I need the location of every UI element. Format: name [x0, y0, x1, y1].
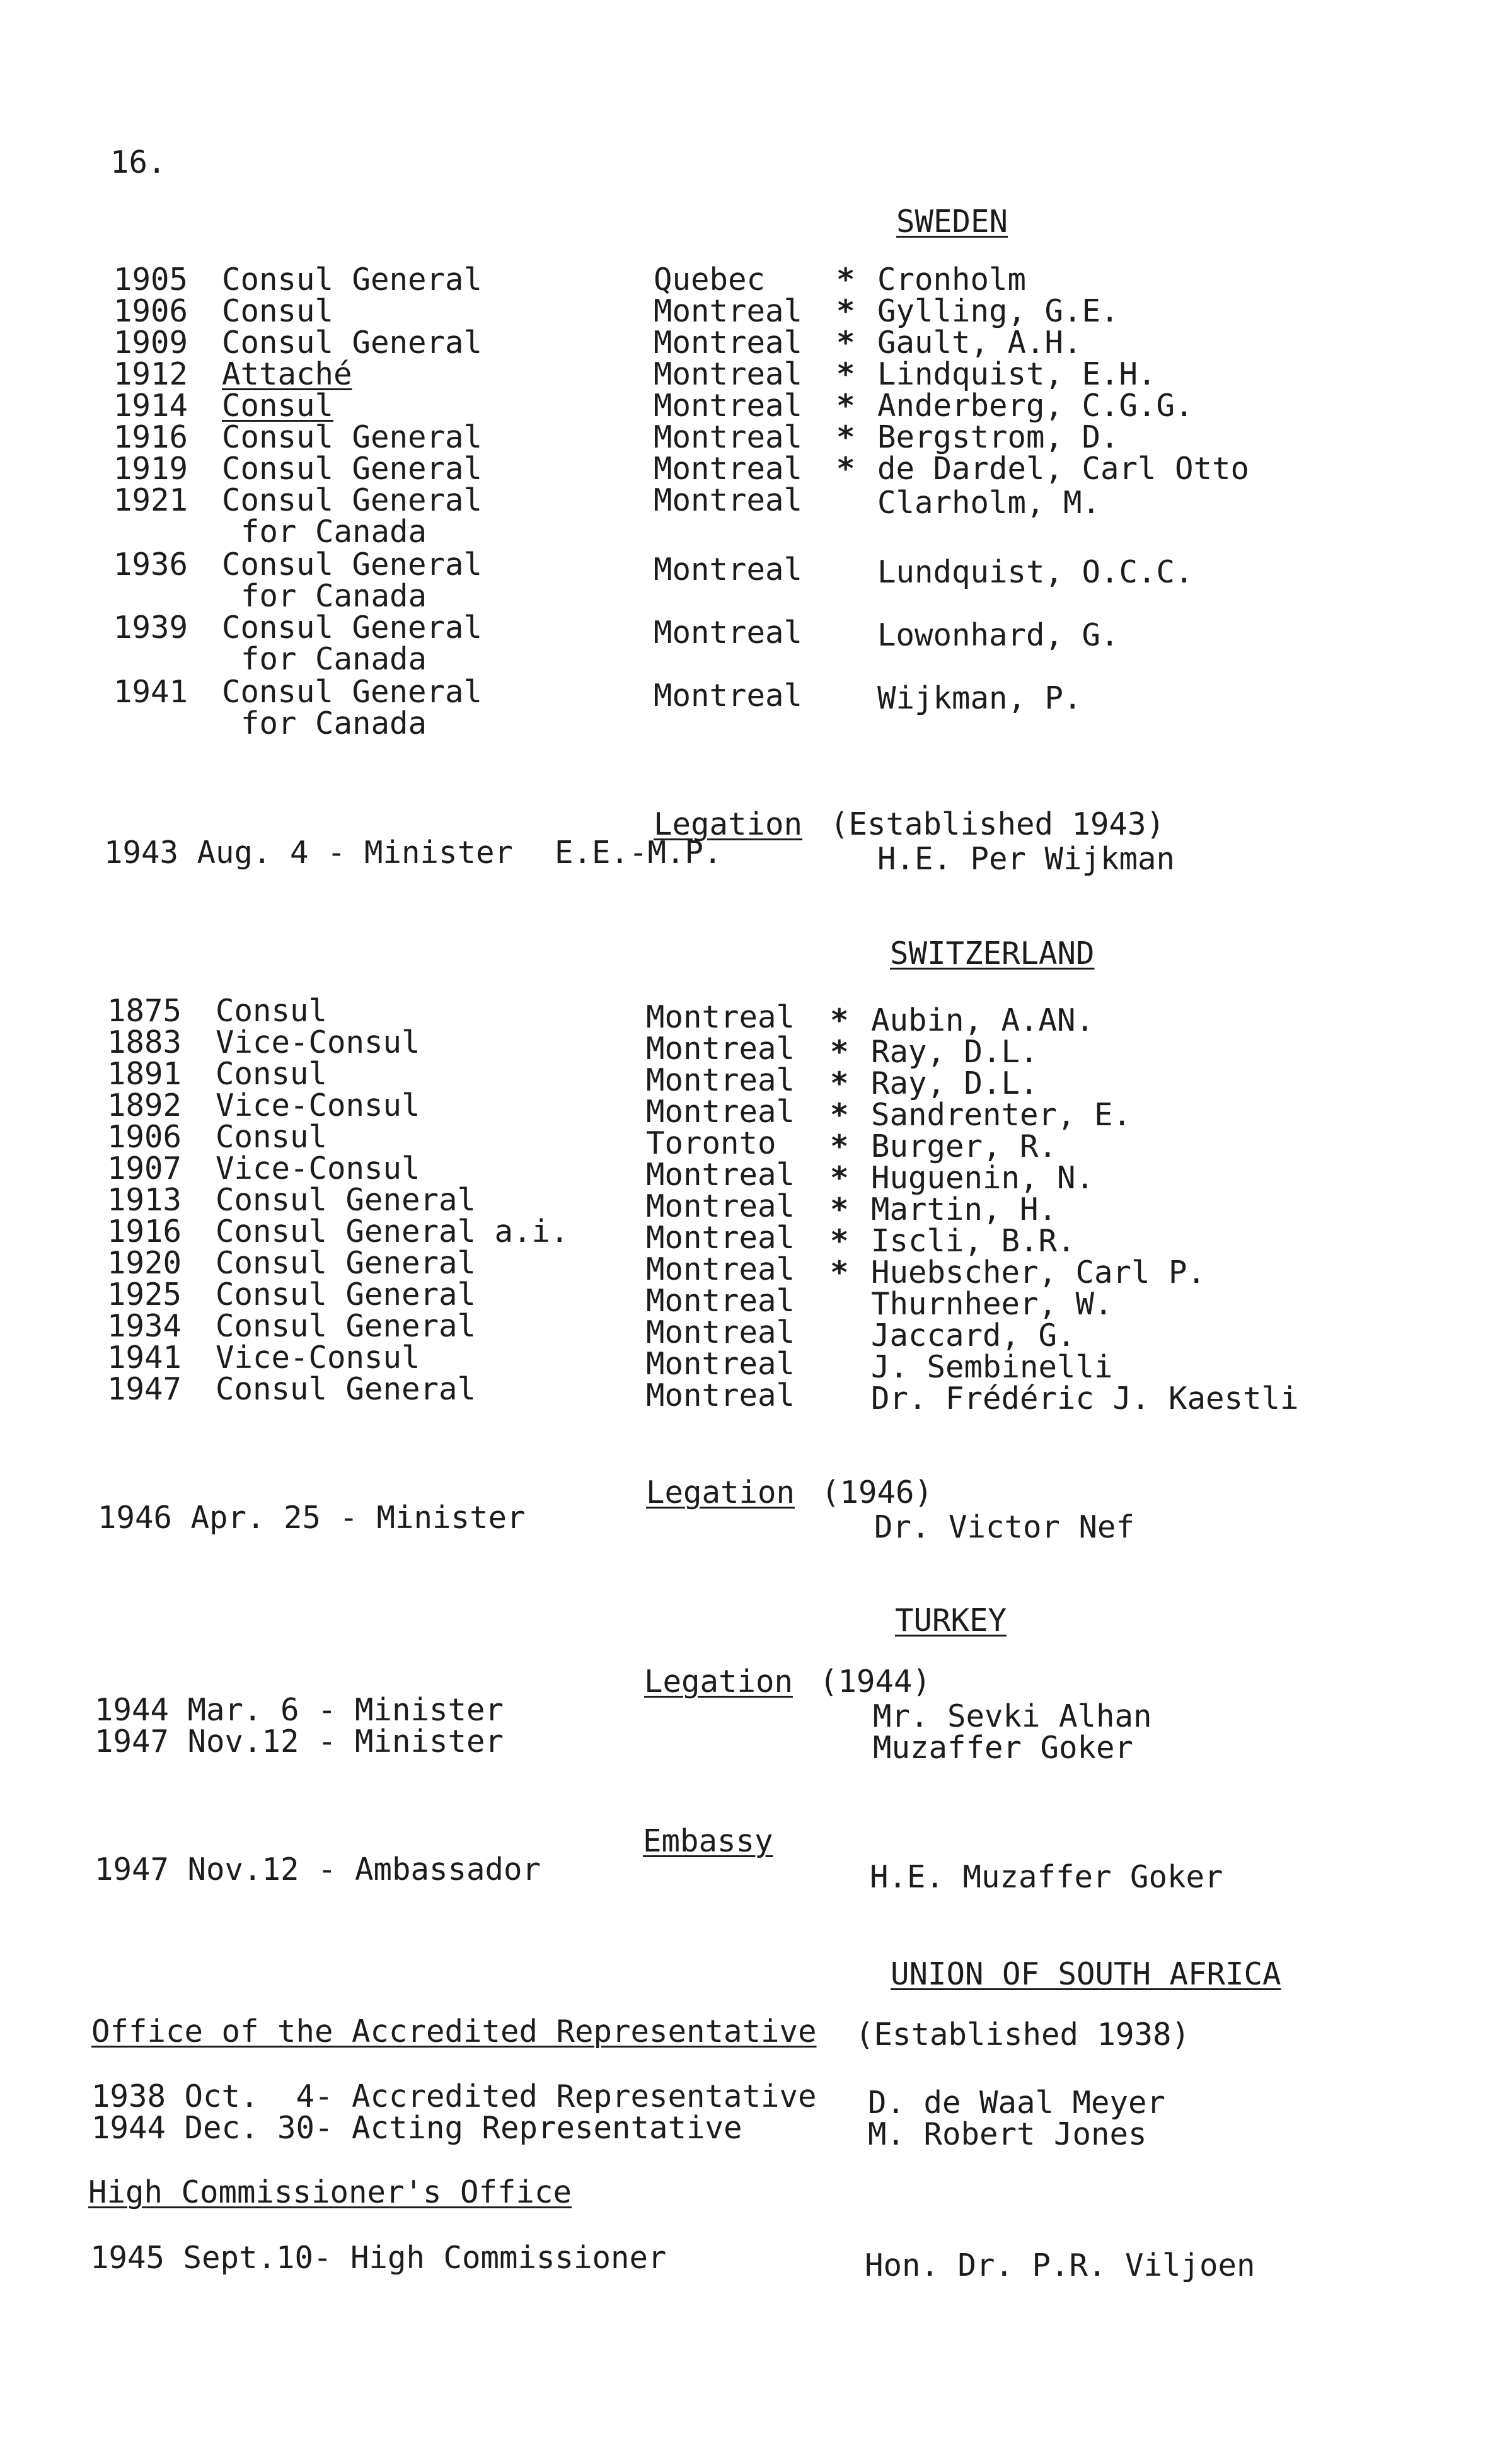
- section-heading-turkey: TURKEY: [895, 1602, 1007, 1638]
- entry-mark: *: [830, 1128, 849, 1164]
- entry-name: Lindquist, E.H.: [877, 356, 1157, 392]
- entry-title: Consul General: [222, 674, 483, 710]
- entry-title: Consul: [216, 993, 328, 1029]
- entry-mark: *: [836, 388, 855, 424]
- entry-city: Montreal: [646, 999, 795, 1035]
- entry-title: Consul General: [216, 1277, 476, 1312]
- entry-city: Montreal: [646, 1157, 795, 1193]
- entry-name: Cronholm: [877, 262, 1027, 298]
- entry-subtitle: for Canada: [241, 514, 427, 550]
- turkey-legation-note: (1944): [819, 1664, 932, 1700]
- sweden-legation-note: (Established 1943): [830, 806, 1165, 842]
- entry-year: 1891: [107, 1056, 182, 1092]
- entry-name: Burger, R.: [871, 1128, 1058, 1164]
- entry-city: Toronto: [646, 1125, 776, 1161]
- entry-year: 1914: [113, 388, 188, 424]
- entry-city: Montreal: [646, 1031, 795, 1067]
- section-heading-switzerland: SWITZERLAND: [890, 936, 1095, 971]
- entry-title: Consul General: [216, 1371, 476, 1407]
- entry-year: 1941: [107, 1340, 182, 1376]
- entry-year: 1912: [113, 356, 188, 392]
- entry-city: Montreal: [646, 1283, 795, 1319]
- entry-year: 1913: [107, 1182, 182, 1218]
- entry-year: 1909: [113, 325, 188, 361]
- entry-title: Consul: [216, 1056, 328, 1092]
- entry-name: Bergstrom, D.: [877, 419, 1119, 455]
- switzerland-legation-note: (1946): [821, 1475, 933, 1510]
- entry-title: Vice-Consul: [216, 1150, 420, 1186]
- entry-city: Montreal: [646, 1062, 795, 1098]
- entry-year: 1919: [113, 451, 188, 487]
- entry-city: Montreal: [646, 1346, 795, 1382]
- entry-name: Ray, D.L.: [871, 1034, 1039, 1070]
- entry-title: Consul General: [216, 1308, 476, 1344]
- entry-city: Montreal: [646, 1094, 795, 1130]
- entry-year: 1916: [107, 1214, 182, 1249]
- entry-title: Attaché: [222, 356, 352, 392]
- entry-mark: *: [830, 1191, 849, 1227]
- page-number: 16.: [110, 144, 166, 180]
- south-africa-entry-date: 1944 Dec. 30- Acting Representative: [91, 2110, 742, 2146]
- entry-city: Montreal: [654, 293, 803, 329]
- turkey-entry-name: Mr. Sevki Alhan: [873, 1698, 1152, 1734]
- entry-title: Consul General: [222, 451, 483, 487]
- entry-title: Vice-Consul: [216, 1340, 420, 1376]
- entry-title: Consul: [222, 293, 334, 329]
- entry-mark: *: [836, 325, 855, 361]
- entry-city: Montreal: [646, 1188, 795, 1224]
- entry-city: Montreal: [654, 615, 803, 651]
- entry-city: Montreal: [654, 678, 803, 714]
- entry-name: Martin, H.: [871, 1191, 1058, 1227]
- entry-title: Consul: [222, 388, 334, 424]
- entry-title: Consul General: [222, 325, 483, 361]
- entry-name: Ray, D.L.: [871, 1065, 1039, 1101]
- entry-mark: *: [836, 419, 855, 455]
- south-africa-entry-name: M. Robert Jones: [868, 2116, 1147, 2152]
- sweden-legation-rank: E.E.-M.P.: [555, 835, 722, 871]
- turkey-embassy-label: Embassy: [643, 1823, 773, 1859]
- turkey-legation-label: Legation: [644, 1664, 794, 1700]
- entry-title: Consul General: [222, 482, 483, 518]
- entry-mark: *: [830, 1223, 849, 1259]
- entry-year: 1892: [107, 1087, 182, 1123]
- entry-name: Jaccard, G.: [871, 1318, 1076, 1353]
- entry-year: 1936: [113, 547, 188, 582]
- entry-year: 1883: [107, 1024, 182, 1060]
- south-africa-entry-name: D. de Waal Meyer: [868, 2085, 1166, 2121]
- south-africa-hc-date: 1945 Sept.10- High Commissioner: [90, 2240, 667, 2276]
- entry-mark: *: [830, 1034, 849, 1070]
- sweden-legation-name: H.E. Per Wijkman: [877, 841, 1175, 877]
- entry-city: Montreal: [646, 1220, 795, 1256]
- entry-year: 1925: [107, 1277, 182, 1312]
- entry-name: Lowonhard, G.: [877, 617, 1119, 653]
- entry-name: Dr. Frédéric J. Kaestli: [871, 1381, 1299, 1417]
- entry-year: 1941: [113, 674, 188, 710]
- entry-year: 1934: [107, 1308, 182, 1344]
- section-heading-south-africa: UNION OF SOUTH AFRICA: [891, 1956, 1281, 1992]
- entry-name: Aubin, A.AN.: [871, 1002, 1095, 1038]
- entry-title: Consul General: [216, 1182, 476, 1218]
- entry-mark: *: [836, 262, 855, 298]
- switzerland-legation-date: 1946 Apr. 25 - Minister: [98, 1500, 526, 1536]
- entry-mark: *: [830, 1002, 849, 1038]
- entry-year: 1916: [113, 419, 188, 455]
- south-africa-entry-date: 1938 Oct. 4- Accredited Representative: [91, 2078, 817, 2114]
- entry-year: 1906: [113, 293, 188, 329]
- sweden-legation-date: 1943 Aug. 4 - Minister: [104, 835, 514, 871]
- entry-name: Anderberg, C.G.G.: [877, 388, 1194, 424]
- entry-city: Montreal: [654, 552, 803, 588]
- sweden-legation-label: Legation: [654, 806, 803, 842]
- entry-city: Montreal: [654, 419, 803, 455]
- section-heading-sweden: SWEDEN: [896, 204, 1008, 240]
- entry-title: Consul General: [222, 547, 483, 582]
- entry-year: 1939: [113, 610, 188, 646]
- turkey-entry-date: 1947 Nov.12 - Minister: [95, 1724, 504, 1759]
- entry-city: Montreal: [654, 356, 803, 392]
- entry-year: 1906: [107, 1119, 182, 1155]
- entry-name: de Dardel, Carl Otto: [877, 451, 1250, 487]
- entry-mark: *: [830, 1160, 849, 1196]
- entry-city: Montreal: [646, 1377, 795, 1413]
- switzerland-legation-name: Dr. Victor Nef: [874, 1509, 1135, 1545]
- turkey-embassy-name: H.E. Muzaffer Goker: [870, 1859, 1223, 1895]
- entry-title: Consul General: [222, 419, 483, 455]
- entry-city: Quebec: [654, 262, 766, 298]
- entry-city: Montreal: [654, 325, 803, 361]
- entry-title: Consul General: [216, 1245, 476, 1281]
- turkey-entry-date: 1944 Mar. 6 - Minister: [95, 1692, 504, 1728]
- entry-name: Lundquist, O.C.C.: [877, 554, 1194, 590]
- entry-name: Iscli, B.R.: [871, 1223, 1076, 1259]
- entry-year: 1947: [107, 1371, 182, 1407]
- entry-mark: *: [830, 1065, 849, 1101]
- entry-mark: *: [836, 293, 855, 329]
- entry-title: Consul General: [222, 262, 483, 298]
- entry-name: Sandrenter, E.: [871, 1097, 1132, 1133]
- entry-year: 1920: [107, 1245, 182, 1281]
- entry-city: Montreal: [646, 1314, 795, 1350]
- entry-mark: *: [836, 356, 855, 392]
- entry-subtitle: for Canada: [241, 578, 427, 614]
- entry-name: Gylling, G.E.: [877, 293, 1119, 329]
- entry-title: Consul General a.i.: [216, 1214, 569, 1249]
- entry-name: Thurnheer, W.: [871, 1286, 1113, 1322]
- entry-name: Gault, A.H.: [877, 325, 1082, 361]
- entry-subtitle: for Canada: [241, 641, 427, 677]
- entry-title: Consul General: [222, 610, 483, 646]
- turkey-entry-name: Muzaffer Goker: [873, 1730, 1134, 1766]
- entry-title: Consul: [216, 1119, 328, 1155]
- entry-title: Vice-Consul: [216, 1087, 420, 1123]
- turkey-embassy-date: 1947 Nov.12 - Ambassador: [95, 1851, 541, 1887]
- south-africa-office-note: (Established 1938): [855, 2017, 1191, 2053]
- entry-name: Huebscher, Carl P.: [871, 1254, 1206, 1290]
- entry-name: J. Sembinelli: [871, 1349, 1113, 1385]
- entry-mark: *: [830, 1097, 849, 1133]
- entry-city: Montreal: [654, 451, 803, 487]
- entry-city: Montreal: [646, 1251, 795, 1287]
- entry-year: 1905: [113, 262, 188, 298]
- entry-name: Clarholm, M.: [877, 485, 1101, 521]
- south-africa-office-label: Office of the Accredited Representative: [91, 2014, 817, 2049]
- entry-year: 1921: [113, 482, 188, 518]
- entry-title: Vice-Consul: [216, 1024, 420, 1060]
- entry-city: Montreal: [654, 482, 803, 518]
- south-africa-hc-label: High Commissioner's Office: [88, 2174, 572, 2210]
- entry-mark: *: [836, 451, 855, 487]
- entry-name: Wijkman, P.: [877, 680, 1082, 716]
- switzerland-legation-label: Legation: [646, 1475, 795, 1510]
- entry-name: Huguenin, N.: [871, 1160, 1095, 1196]
- entry-year: 1875: [107, 993, 182, 1029]
- entry-city: Montreal: [654, 388, 803, 424]
- entry-mark: *: [830, 1254, 849, 1290]
- entry-year: 1907: [107, 1150, 182, 1186]
- south-africa-hc-name: Hon. Dr. P.R. Viljoen: [865, 2247, 1255, 2283]
- entry-subtitle: for Canada: [241, 705, 427, 741]
